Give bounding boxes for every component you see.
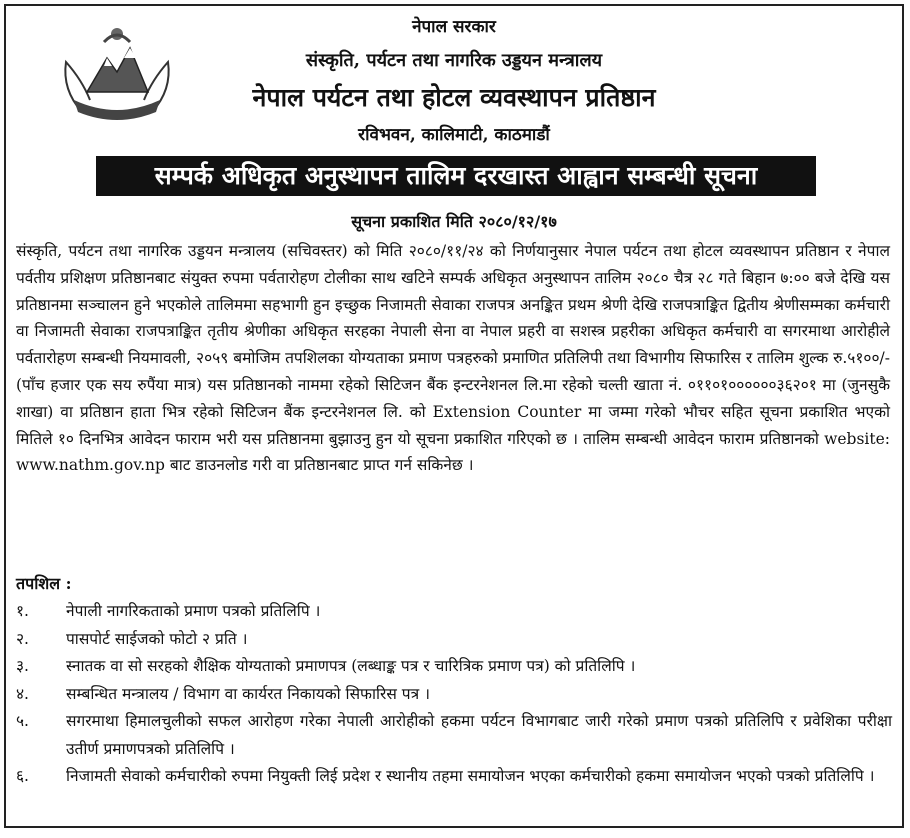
published-date: सूचना प्रकाशित मिति २०८०/१२/१७ — [351, 212, 557, 231]
notice-body: संस्कृति, पर्यटन तथा नागरिक उड्डयन मन्त्रालय (सचिवस्तर) को मिति २०८०/११/२४ को निर्णयानुसार नेपाल पर्यटन तथा होटल व्यवस्थापन प्रतिष्ठान र नेपाल पर्वतीय प्रशिक्षण प्रतिष्ठानबाट संयुक्त रुपमा पर्वतारोहण टोलीका साथ खटिने सम्पर्क अधिकृत अनुस्थापन तालिम २०८० चैत्र २८ गते बिहान ७:०० बजे देखि यस प्रतिष्ठानमा सञ्चालन हुने भएकोले तालिममा सहभागी हुन इच्छुक निजामती सेवाका राजपत्र अनङ्कित प्रथम श्रेणी देखि राजपत्राङ्कित द्वितीय श्रेणीसम्मका कर्मचारी वा निजामती सेवाका राजपत्राङ्कित तृतीय श्रेणीका अधिकृत सरहका नेपाली सेना वा नेपाल प्रहरी वा सशस्त्र प्रहरीका अधिकृत कर्मचारी वा सगरमाथा आरोहीले पर्वतारोहण सम्बन्धी नियमावली, २०५९ बमोजिम तपशिलका योग्यताका प्रमाण पत्रहरुको प्रमाणित प्रतिलिपी तथा विभागीय सिफारिस र तालिम शुल्क रु.५१००/- (पाँच हजार एक सय रुपैंया मात्र) यस प्रतिष्ठानको नाममा रहेको सिटिजन बैंक इन्टरनेशनल लि.मा रहेको चल्ती खाता नं. ०११०१००००००३६२०१ मा (जुनसुकै शाखा) वा प्रतिष्ठान हाता भित्र रहेको सिटिजन बैंक इन्टरनेशनल लि. को Extension Counter मा जम्मा गरेको भौचर सहित सूचना प्रकाशित भएको मितिले १० दिनभित्र आवेदन फाराम भरी यस प्रतिष्ठानमा बुझाउनु हुन यो सूचना प्रकाशित गरिएको छ । तालिम सम्बन्धी आवेदन फाराम प्रतिष्ठानको website: www.nathm.gov.np बाट डाउनलोड गरी वा प्रतिष्ठानबाट प्राप्त गर्न सकिनेछ । — [16, 242, 890, 475]
item-text: स्नातक वा सो सरहको शैक्षिक योग्यताको प्रमाणपत्र (लब्धाङ्क पत्र र चारित्रिक प्रमाण पत्र) को प्रतिलिपि । — [66, 657, 636, 675]
item-number: १. — [16, 602, 29, 620]
notice — [4, 4, 904, 828]
list-item — [16, 653, 892, 681]
list-item — [16, 681, 892, 709]
list-item — [16, 626, 892, 654]
notice-title-banner: सम्पर्क अधिकृत अनुस्थापन तालिम दरखास्त आह्वान सम्बन्धी सूचना — [96, 156, 816, 196]
list-item — [16, 598, 892, 626]
government-name: नेपाल सरकार — [412, 17, 496, 37]
list-item — [16, 708, 892, 763]
list-item — [16, 763, 892, 791]
tapasil-heading: तपशिल : — [16, 574, 72, 593]
item-number: २. — [16, 629, 29, 648]
item-number: ४. — [16, 684, 29, 703]
ministry-name: संस्कृति, पर्यटन तथा नागरिक उड्डयन मन्त्रालय — [305, 50, 603, 71]
item-text: सम्बन्धित मन्त्रालय / विभाग वा कार्यरत निकायको सिफारिस पत्र । — [66, 684, 430, 703]
item-number: ५. — [16, 712, 29, 730]
requirements-list — [16, 598, 892, 791]
item-text: पासपोर्ट साईजको फोटो २ प्रति । — [66, 629, 248, 648]
item-text: निजामती सेवाको कर्मचारीको रुपमा नियुक्ती लिई प्रदेश र स्थानीय तहमा समायोजन भएका कर्मचारीको हकमा समायोजन भएको पत्रको प्रतिलिपि । — [66, 767, 875, 785]
institute-address: रविभवन, कालिमाटी, काठमाडौं — [358, 125, 550, 145]
item-text: सगरमाथा हिमालचुलीको सफल आरोहण गरेका नेपाली आरोहीको हकमा पर्यटन विभागबाट जारी गरेको प्रमाण पत्रको प्रतिलिपि र प्रवेशिका परीक्षा उतीर्ण प्रमाणपत्रको प्रतिलिपि । — [66, 712, 892, 758]
institute-name: नेपाल पर्यटन तथा होटल व्यवस्थापन प्रतिष्ठान — [252, 83, 656, 112]
item-text: नेपाली नागरिकताको प्रमाण पत्रको प्रतिलिपि । — [66, 602, 321, 620]
item-number: ३. — [16, 657, 29, 675]
item-number: ६. — [16, 767, 29, 785]
